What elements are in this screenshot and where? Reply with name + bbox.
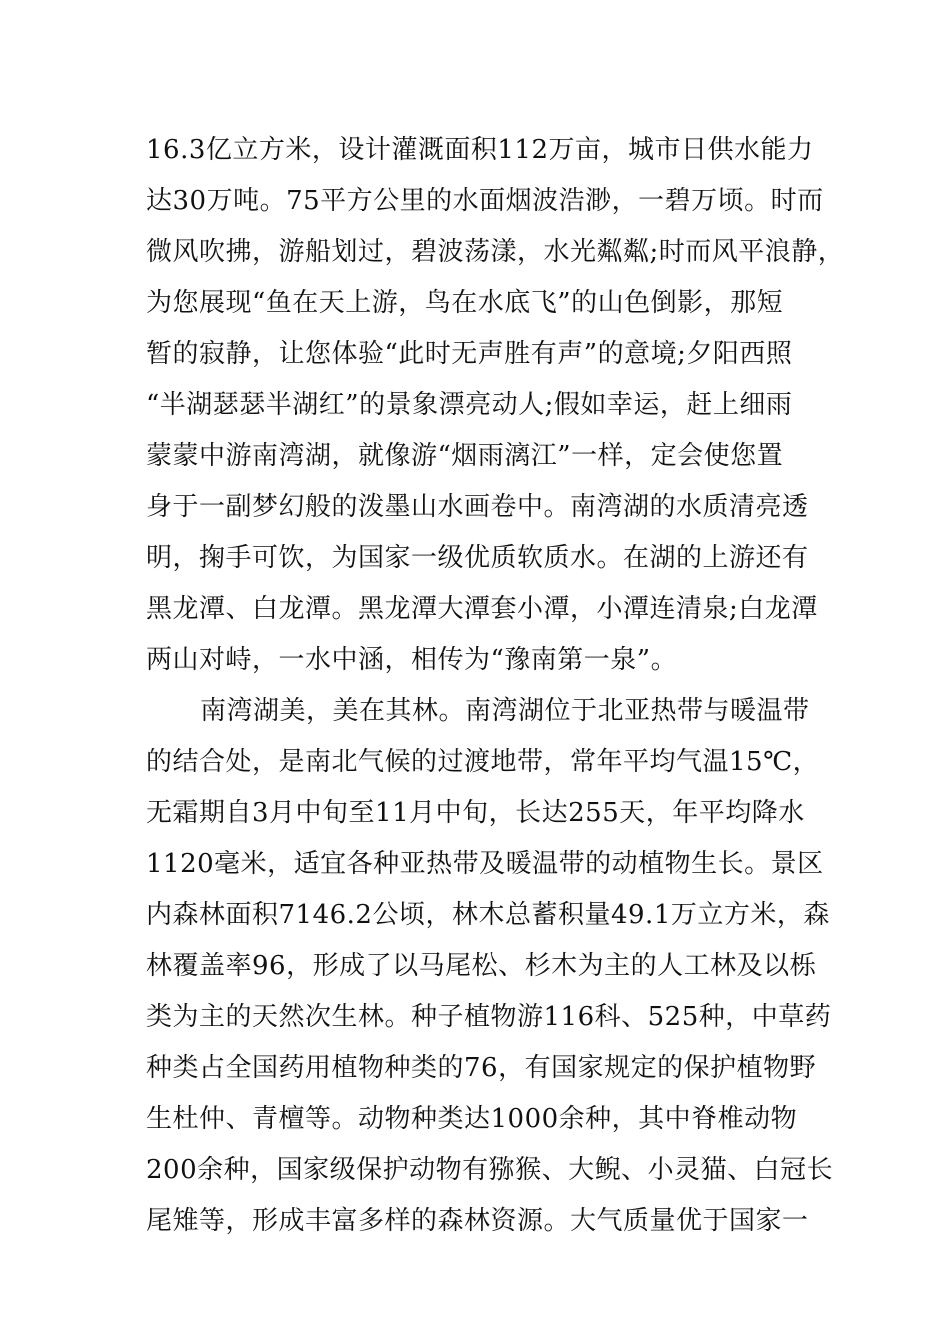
text-line: 种类占全国药用植物种类的76，有国家规定的保护植物野	[146, 1053, 817, 1083]
text-line: 两山对峙，一水中涵，相传为“豫南第一泉”。	[146, 645, 678, 675]
text-line: 为您展现“鱼在天上游，鸟在水底飞”的山色倒影，那短	[146, 288, 784, 318]
text-line: 生杜仲、青檀等。动物种类达1000余种，其中脊椎动物	[146, 1104, 798, 1134]
paragraph-first-line: 南湾湖美，美在其林。南湾湖位于北亚热带与暖温带	[200, 696, 810, 726]
text-line: 的结合处，是南北气候的过渡地带，常年平均气温15℃，	[146, 747, 820, 777]
text-line: 黑龙潭、白龙潭。黑龙潭大潭套小潭，小潭连清泉;白龙潭	[146, 594, 818, 624]
text-line: 200余种，国家级保护动物有猕猴、大鲵、小灵猫、白冠长	[146, 1155, 834, 1185]
text-line: 暂的寂静，让您体验“此时无声胜有声”的意境;夕阳西照	[146, 339, 793, 369]
text-line: 16.3亿立方米，设计灌溉面积112万亩，城市日供水能力	[146, 135, 814, 165]
text-line: 蒙蒙中游南湾湖，就像游“烟雨漓江”一样，定会使您置	[146, 441, 784, 471]
text-line: 林覆盖率96，形成了以马尾松、杉木为主的人工林及以栎	[146, 951, 817, 981]
text-line: “半湖瑟瑟半湖红”的景象漂亮动人;假如幸运，赶上细雨	[146, 390, 793, 420]
text-line: 明，掬手可饮，为国家一级优质软质水。在湖的上游还有	[146, 543, 809, 573]
text-line: 达30万吨。75平方公里的水面烟波浩渺，一碧万顷。时而	[146, 186, 824, 216]
text-line: 身于一副梦幻般的泼墨山水画卷中。南湾湖的水质清亮透	[146, 492, 809, 522]
text-line: 尾雉等，形成丰富多样的森林资源。大气质量优于国家一	[146, 1206, 809, 1236]
text-line: 1120毫米，适宜各种亚热带及暖温带的动植物生长。景区	[146, 849, 824, 879]
text-line: 无霜期自3月中旬至11月中旬，长达255天，年平均降水	[146, 798, 805, 828]
text-line: 类为主的天然次生林。种子植物游116科、525种，中草药	[146, 1002, 832, 1032]
text-line: 微风吹拂，游船划过，碧波荡漾，水光粼粼;时而风平浪静，	[146, 237, 845, 267]
text-line: 内森林面积7146.2公顷，林木总蓄积量49.1万立方米，森	[146, 900, 830, 930]
